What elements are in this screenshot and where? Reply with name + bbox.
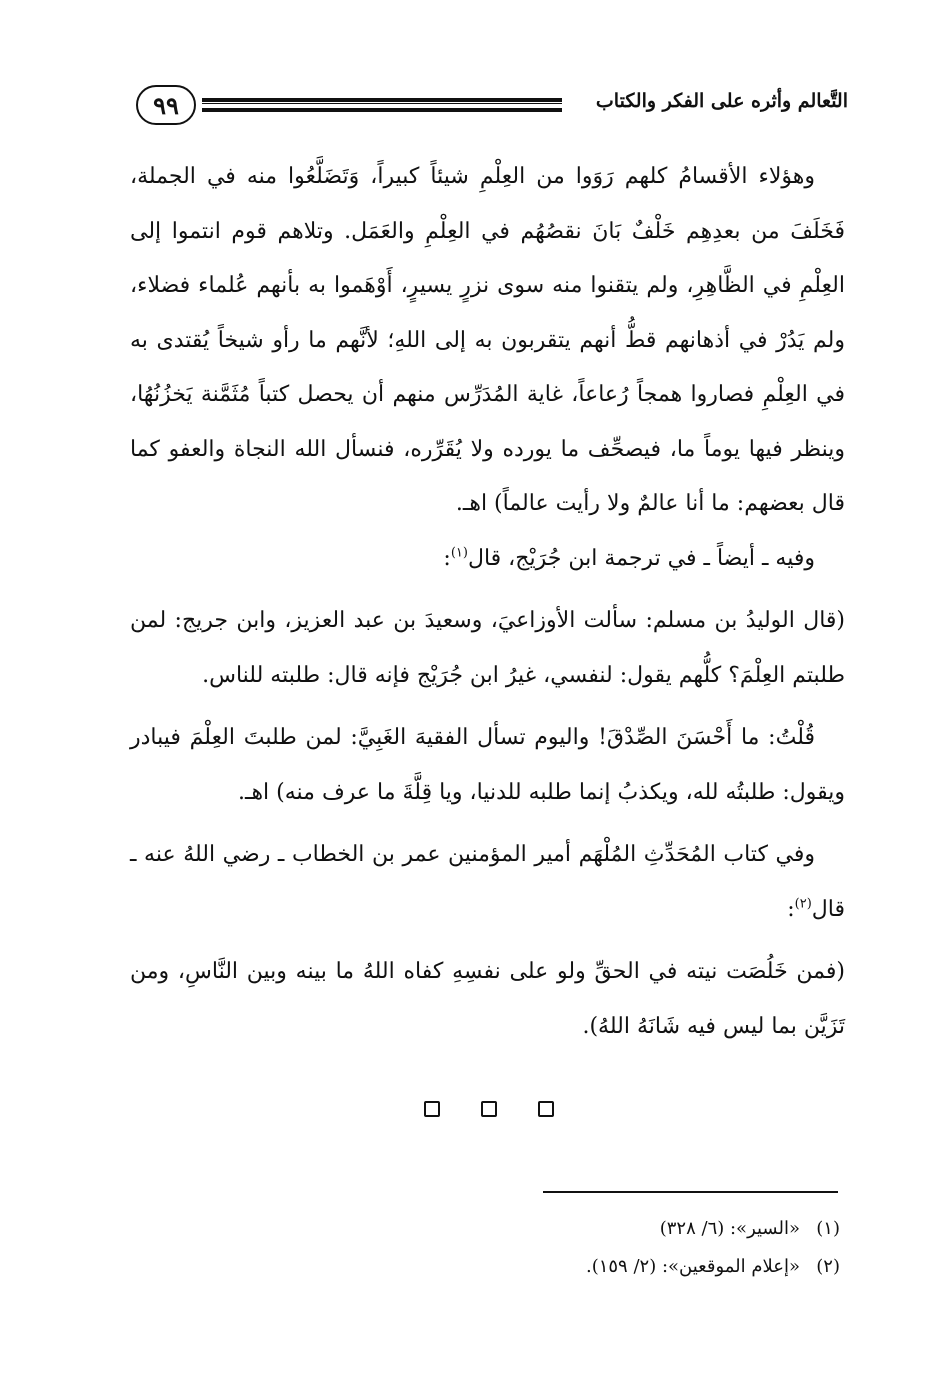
intro-ibn-jurayj-text: وفيه ـ أيضاً ـ في ترجمة ابن جُرَيْج، قال bbox=[467, 545, 815, 571]
paragraph-intro-umar bbox=[130, 828, 845, 937]
separator-box-icon bbox=[424, 1101, 440, 1117]
footnote-item bbox=[430, 1248, 840, 1286]
intro-umar-text: وفي كتاب المُحَدِّثِ المُلْهَم أمير المؤمنين عمر بن الخطاب ـ رضي اللهُ عنه ـ قال bbox=[130, 842, 845, 922]
footnote-number: (١) bbox=[816, 1218, 840, 1239]
body-text bbox=[130, 150, 845, 1054]
intro-umar-colon: : bbox=[787, 896, 795, 922]
footnote-number: (٢) bbox=[816, 1256, 840, 1277]
footnote-ref-2: (٢) bbox=[794, 896, 812, 912]
separator-box-icon bbox=[538, 1101, 554, 1117]
footnote-text: «السير»: (٦/ ٣٢٨) bbox=[659, 1218, 800, 1239]
section-separator bbox=[424, 1098, 554, 1120]
running-title: التَّعالم وأثره على الفكر والكتاب bbox=[595, 90, 848, 112]
paragraph-umar-quote: (فمن خَلُصَت نيته في الحقِّ ولو على نفسِهِ كفاه اللهُ ما بينه وبين النَّاسِ، ومن تَزَيَّن بما ليس فيه شَانَهُ اللهُ). bbox=[130, 959, 845, 1039]
footnote-text: «إعلام الموقعين»: (٢/ ١٥٩). bbox=[585, 1256, 800, 1277]
footnote-item bbox=[430, 1210, 840, 1248]
header-rule bbox=[202, 98, 562, 112]
paragraph-comment: قُلْتُ: ما أَحْسَنَ الصِّدْقَ! واليوم تسأل الفقيهَ الغَبِيَّ: لمن طلبتَ العِلْمَ فيبادر ويقول: طلبتُه لله، ويكذبُ إنما طلبه للدنيا، ويا قِلَّةَ ما عرف منه) اهـ. bbox=[130, 725, 845, 805]
page-header bbox=[136, 82, 848, 132]
footnotes bbox=[430, 1210, 840, 1286]
paragraph-walid-quote: (قال الوليدُ بن مسلم: سألت الأوزاعيَ، وسعيدَ بن عبد العزيز، وابن جريج: لمن طلبتم العِلْمَ؟ كلُّهم يقول: لنفسي، غيرُ ابن جُرَيْج فإنه قال: طلبته للناس. bbox=[130, 608, 845, 688]
paragraph-intro-ibn-jurayj bbox=[130, 532, 845, 587]
page-number: ٩٩ bbox=[136, 85, 196, 125]
separator-box-icon bbox=[481, 1101, 497, 1117]
paragraph-classes-of-scholars: وهؤلاء الأقسامُ كلهم رَوَوا من العِلْمِ شيئاً كبيراً، وَتَضَلَّعُوا منه في الجملة، فَخَلَفَ من بعدِهِم خَلْفٌ بَانَ نقصُهُم في العِلْمِ والعَمَل. وتلاهم قوم انتموا إلى العِلْمِ في الظَّاهِرِ، ولم يتقنوا منه سوى نزرٍ يسيرٍ، أَوْهَموا به بأنهم عُلماء فضلاء، ولم يَدُرْ في أذهانهم قطُّ أنهم يتقربون به إلى اللهِ؛ لأنَّهم ما رأو شيخاً يُقتدى به في العِلْمِ فصاروا همجاً رُعاعاً، غاية المُدَرِّس منهم أن يحصل كتباً مُثَمَّنة يَخزُنُهُا، وينظر فيها يوماً ما، فيصحِّف ما يورده ولا يُقَرِّره، فنسأل الله النجاة والعفو كما قال بعضهم: ما أنا عالمٌ ولا رأيت عالماً) اهـ. bbox=[130, 164, 845, 516]
footnote-ref-1: (١) bbox=[450, 545, 468, 561]
footnote-divider bbox=[543, 1191, 838, 1193]
intro-ibn-jurayj-colon: : bbox=[443, 545, 451, 571]
